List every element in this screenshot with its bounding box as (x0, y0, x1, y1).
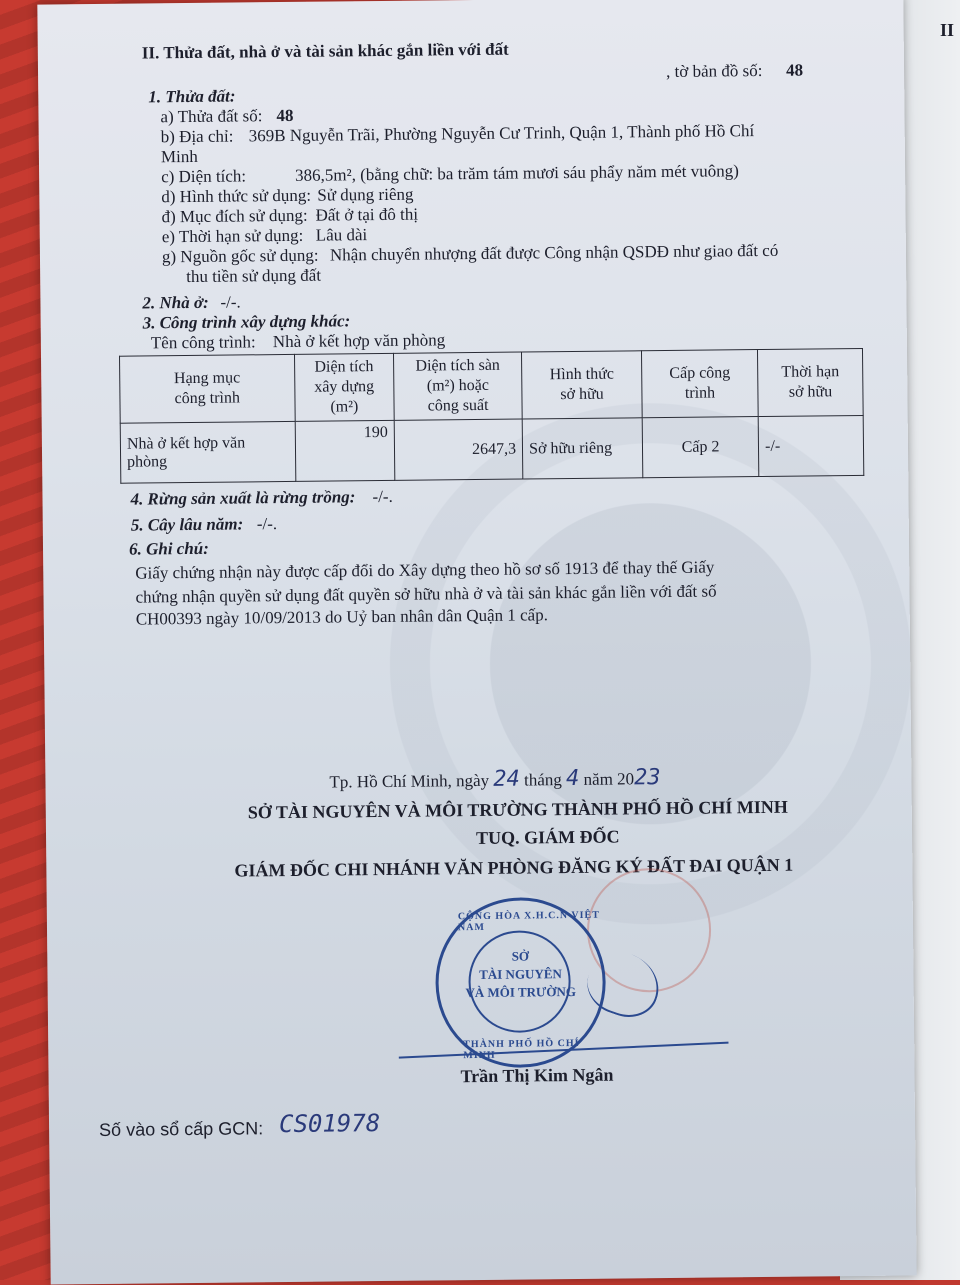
map-sheet-number: 48 (785, 60, 804, 80)
section-title: II. Thửa đất, nhà ở và tài sản khác gắn liền với đất (141, 39, 509, 63)
gcn-label: Số vào sổ cấp GCN: (99, 1118, 264, 1140)
signer-name: Trần Thị Kim Ngân (460, 1064, 614, 1087)
col-header-grade-line1: Cấp công (669, 364, 731, 382)
gcn-value: CS01978 (278, 1109, 381, 1139)
certificate-page (37, 0, 916, 1284)
usage-form-value: Sử dụng riêng (317, 184, 414, 205)
map-sheet-label: , tờ bản đồ số: (665, 60, 763, 81)
forest-heading: 4. Rừng sản xuất là rừng trồng: (130, 487, 356, 509)
seal-ring-bottom: THÀNH PHỐ HỒ CHÍ MINH (463, 1037, 580, 1062)
notes-heading: 6. Ghi chú: (128, 538, 209, 559)
col-header-ownership-line2: sở hữu (560, 385, 604, 404)
perennial-heading: 5. Cây lâu năm: (130, 514, 244, 535)
signing-year-label: năm 20 (583, 769, 635, 789)
usage-origin-value-cont: thu tiền sử dụng đất (186, 265, 322, 287)
notes-line-2: chứng nhận quyền sử dụng đất quyền sở hữu nhà ở và tài sản khác gắn liền với đất số (135, 581, 717, 607)
signing-month-label: tháng (523, 770, 562, 790)
col-header-floor-area-line3: công suất (427, 396, 489, 415)
signing-month: 4 (565, 765, 580, 792)
cell-build-area: 190 (295, 420, 395, 481)
cell-ownership: Sở hữu riêng (522, 418, 643, 479)
col-header-floor-area-line1: Diện tích sàn (415, 356, 500, 375)
seal-center-2: TÀI NGUYÊN (479, 966, 562, 982)
usage-term-label: e) Thời hạn sử dụng: (161, 225, 304, 247)
col-header-ownership-line1: Hình thức (549, 365, 615, 384)
forest-value: -/-. (372, 486, 393, 507)
notes-line-1: Giấy chứng nhận này được cấp đổi do Xây dựng theo hồ sơ số 1913 để thay thế Giấy (135, 557, 715, 583)
cell-item: Nhà ở kết hợp văn phòng (120, 421, 295, 483)
work-name-label: Tên công trình: (150, 332, 256, 353)
col-header-floor-area (393, 352, 522, 420)
usage-purpose-value: Đất ở tại đô thị (315, 204, 419, 225)
house-heading: 2. Nhà ở: (142, 292, 209, 313)
col-header-ownership (522, 351, 643, 419)
parcel-number-value: 48 (276, 105, 294, 126)
address-value-cont: Minh (160, 146, 198, 167)
signer-position: GIÁM ĐỐC CHI NHÁNH VĂN PHÒNG ĐĂNG KÝ ĐẤT ĐAI QUẬN 1 (234, 854, 794, 881)
usage-origin-label: g) Nguồn gốc sử dụng: (161, 245, 319, 267)
signing-place: Tp. Hồ Chí Minh, ngày (329, 770, 490, 792)
seal-ring-top: CỘNG HÒA X.H.C.N VIỆT NAM (457, 909, 600, 934)
col-header-grade (642, 350, 759, 418)
cell-grade: Cấp 2 (642, 417, 759, 478)
works-table (119, 348, 864, 484)
col-header-floor-area-line2: (m²) hoặc (426, 376, 490, 395)
works-table-header-row (120, 348, 864, 423)
col-header-term (758, 348, 864, 416)
table-row (120, 415, 864, 483)
authority-line: TUQ. GIÁM ĐỐC (475, 826, 620, 849)
col-header-build-area-line1: Diện tích (314, 358, 374, 376)
col-header-item-line1: Hạng mục (173, 369, 241, 388)
col-header-build-area (294, 353, 394, 421)
col-header-item-line2: công trình (174, 389, 241, 408)
notes-line-3: CH00393 ngày 10/09/2013 do Uỷ ban nhân dân Quận 1 cấp. (135, 605, 549, 629)
adjacent-page-mark: II (939, 20, 954, 40)
signing-day: 24 (493, 766, 520, 792)
usage-term-value: Lâu dài (315, 225, 368, 245)
col-header-term-line2: sở hữu (788, 383, 833, 401)
address-label: b) Địa chỉ: (160, 126, 234, 147)
work-name-value: Nhà ở kết hợp văn phòng (272, 330, 446, 352)
issuing-agency: SỞ TÀI NGUYÊN VÀ MÔI TRƯỜNG THÀNH PHỐ HỒ CHÍ MINH (247, 796, 788, 823)
area-value: 386,5m², (bằng chữ: ba trăm tám mươi sáu phẩy năm mét vuông) (295, 161, 739, 185)
usage-purpose-label: đ) Mục đích sử dụng: (161, 205, 308, 227)
signing-date (329, 765, 661, 792)
house-value: -/-. (220, 292, 241, 312)
col-header-build-area-line3: (m²) (330, 398, 359, 416)
perennial-value: -/-. (256, 514, 278, 534)
col-header-term-line1: Thời hạn (781, 363, 840, 381)
seal-center-3: VÀ MÔI TRƯỜNG (465, 983, 577, 1001)
area-label: c) Diện tích: (161, 166, 247, 187)
col-header-item (120, 354, 295, 423)
signing-year-suffix: 23 (633, 765, 661, 791)
other-works-heading: 3. Công trình xây dựng khác: (142, 311, 351, 333)
usage-form-label: d) Hình thức sử dụng: (161, 185, 312, 207)
land-heading: 1. Thửa đất: (148, 86, 236, 107)
seal-center-1: SỞ (511, 948, 530, 964)
col-header-grade-line2: trình (684, 384, 716, 402)
cell-term: -/- (758, 415, 863, 476)
address-value: 369B Nguyễn Trãi, Phường Nguyễn Cư Trinh, Quận 1, Thành phố Hồ Chí (248, 121, 755, 146)
usage-origin-value: Nhận chuyển nhượng đất được Công nhận QSDĐ như giao đất có (329, 240, 779, 265)
col-header-build-area-line2: xây dựng (314, 378, 375, 396)
parcel-number-label: a) Thửa đất số: (160, 106, 263, 127)
cell-floor-area: 2647,3 (394, 419, 523, 480)
